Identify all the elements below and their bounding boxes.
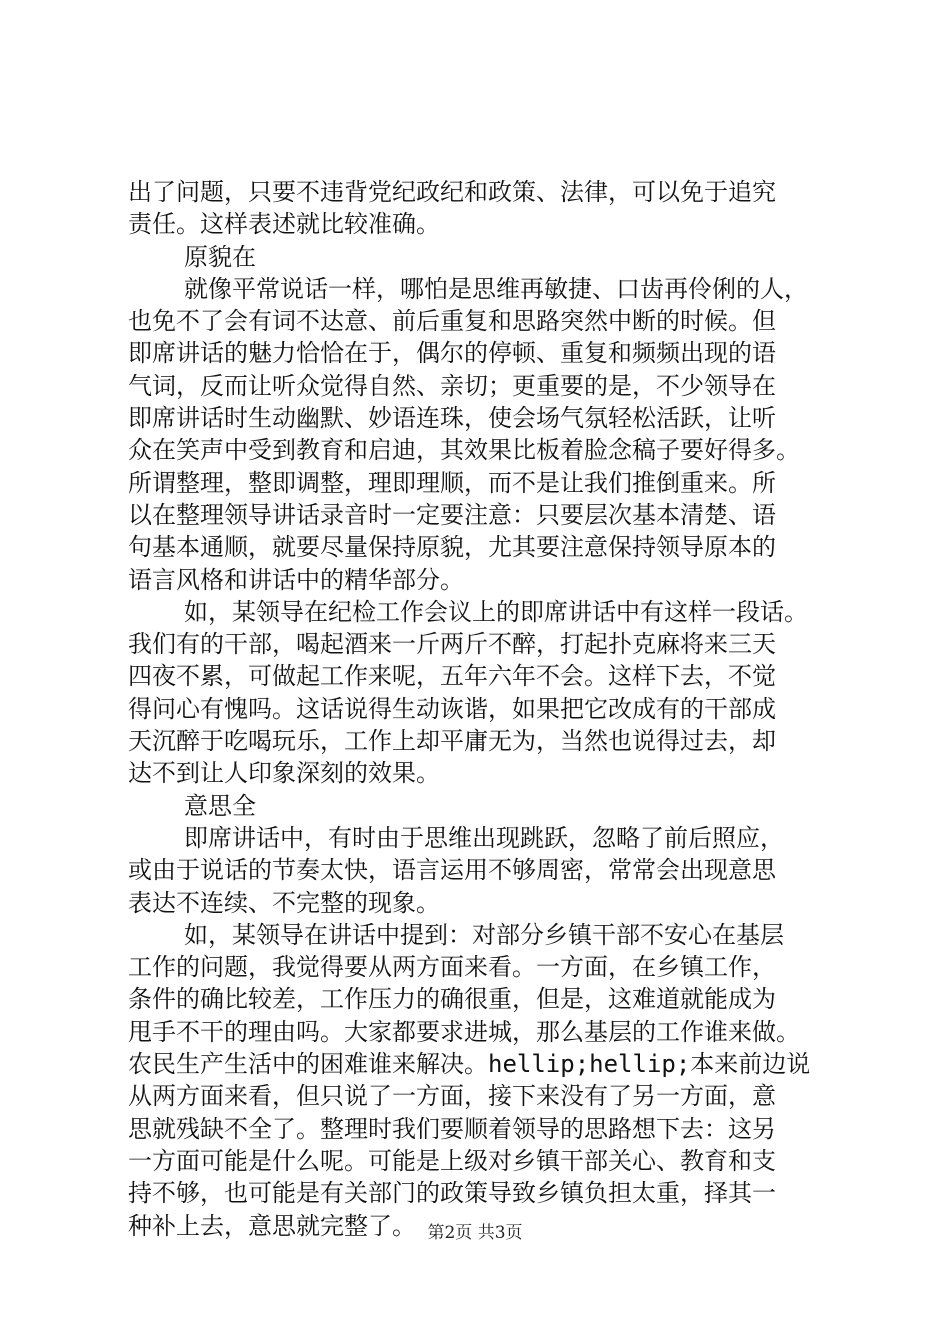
- text-line: 语言风格和讲话中的精华部分。: [128, 565, 464, 594]
- text-line: 一方面可能是什么呢。可能是上级对乡镇干部关心、教育和支: [128, 1146, 776, 1175]
- text-line: 思就残缺不全了。整理时我们要顺着领导的思路想下去：这另: [128, 1114, 776, 1143]
- text-line: 得问心有愧吗。这话说得生动诙谐，如果把它改成有的干部成: [128, 694, 776, 723]
- text-line: 即席讲话的魅力恰恰在于，偶尔的停顿、重复和频频出现的语: [128, 339, 776, 368]
- text-line: 或由于说话的节奏太快，语言运用不够周密，常常会出现意思: [128, 856, 776, 885]
- text-line: 即席讲话时生动幽默、妙语连珠，使会场气氛轻松活跃，让听: [128, 404, 776, 433]
- text-line: 持不够，也可能是有关部门的政策导致乡镇负担太重，择其一: [128, 1179, 776, 1208]
- text-line: 所谓整理，整即调整，理即理顺，而不是让我们推倒重来。所: [128, 468, 776, 497]
- text-line: 农民生产生活中的困难谁来解决。hellip;hellip;本来前边说: [128, 1050, 811, 1079]
- text-line: 天沉醉于吃喝玩乐，工作上却平庸无为，当然也说得过去，却: [128, 727, 776, 756]
- text-line: 从两方面来看，但只说了一方面，接下来没有了另一方面，意: [128, 1082, 776, 1111]
- text-line: 表达不连续、不完整的现象。: [128, 888, 440, 917]
- text-line: 甩手不干的理由吗。大家都要求进城，那么基层的工作谁来做。: [128, 1017, 800, 1046]
- text-line: 种补上去，意思就完整了。: [128, 1211, 416, 1240]
- text-line: 我们有的干部，喝起酒来一斤两斤不醉，打起扑克麻将来三天: [128, 630, 776, 659]
- text-line: 气词，反而让听众觉得自然、亲切；更重要的是，不少领导在: [128, 371, 776, 400]
- text-line: 句基本通顺，就要尽量保持原貌，尤其要注意保持领导原本的: [128, 533, 776, 562]
- text-line: 原貌在: [184, 242, 256, 271]
- text-line: 达不到让人印象深刻的效果。: [128, 759, 440, 788]
- text-line: 工作的问题，我觉得要从两方面来看。一方面，在乡镇工作，: [128, 953, 776, 982]
- text-line: 意思全: [184, 791, 256, 820]
- text-line: 就像平常说话一样，哪怕是思维再敏捷、口齿再伶俐的人，: [184, 274, 808, 303]
- text-line: 以在整理领导讲话录音时一定要注意：只要层次基本清楚、语: [128, 500, 776, 529]
- text-line: 也免不了会有词不达意、前后重复和思路突然中断的时候。但: [128, 307, 776, 336]
- text-line: 如，某领导在讲话中提到：对部分乡镇干部不安心在基层: [184, 920, 784, 949]
- text-line: 即席讲话中，有时由于思维出现跳跃，忽略了前后照应，: [184, 823, 784, 852]
- body-text: [128, 176, 838, 1242]
- text-line: 条件的确比较差，工作压力的确很重，但是，这难道就能成为: [128, 985, 776, 1014]
- text-line: 责任。这样表述就比较准确。: [128, 210, 440, 239]
- text-line: 出了问题，只要不违背党纪政纪和政策、法律，可以免于追究: [128, 178, 776, 206]
- text-line: 四夜不累，可做起工作来呢，五年六年不会。这样下去，不觉: [128, 662, 776, 691]
- text-line: 如，某领导在纪检工作会议上的即席讲话中有这样一段话。: [184, 597, 808, 626]
- text-line: 众在笑声中受到教育和启迪，其效果比板着脸念稿子要好得多。: [128, 436, 800, 465]
- page-footer: 第2页 共3页: [427, 1223, 523, 1243]
